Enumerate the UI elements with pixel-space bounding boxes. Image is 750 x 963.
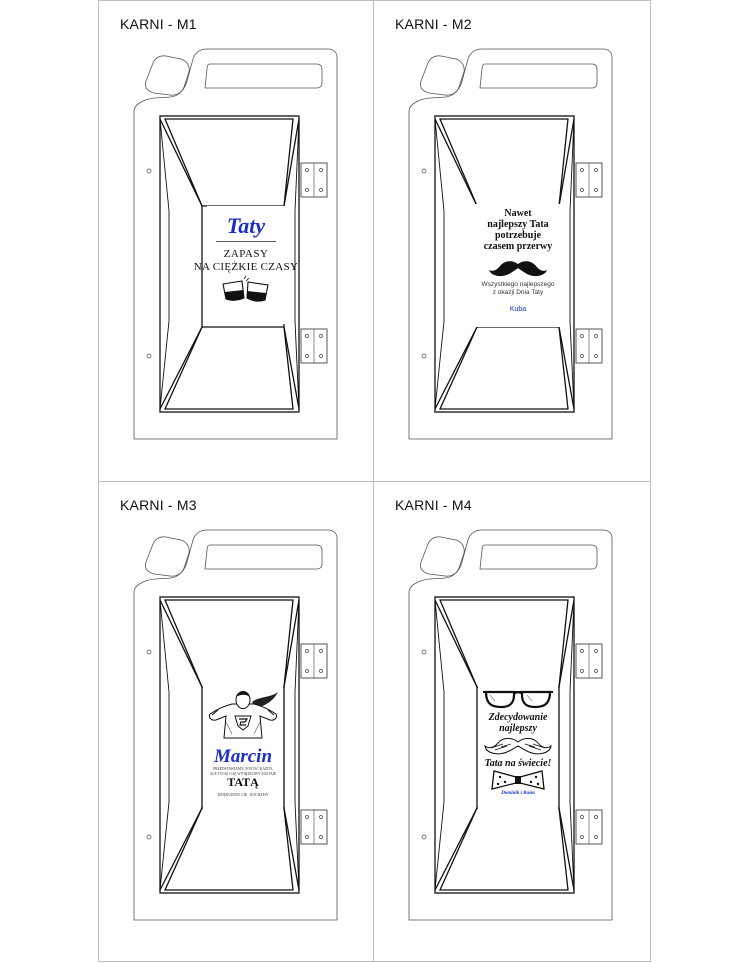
panel-left-edge (435, 600, 444, 890)
canister-handle (205, 545, 322, 569)
label-name: Marcin (213, 746, 273, 767)
panel-top-face (440, 119, 568, 206)
superhero-icon (204, 688, 282, 746)
canister-handle (480, 64, 597, 88)
label-text-2: Tata na świecie! (484, 758, 552, 769)
panel-top-face (165, 600, 293, 687)
canister-handle (480, 545, 597, 569)
label-panel (478, 686, 558, 814)
design-code: KARNI - M2 (395, 16, 472, 32)
clinking-glasses-icon (220, 278, 272, 308)
label-footer: DZIĘKUJEMY CIĘ · KOCHAMY (217, 793, 269, 797)
mount-hole (422, 169, 426, 173)
canister-handle (205, 64, 322, 88)
label-panel (475, 204, 561, 327)
design-card-m3 (98, 481, 373, 962)
canister-cap (420, 56, 464, 95)
bow-tie-icon (490, 770, 546, 790)
panel-left-edge (160, 119, 169, 409)
label-name: Kuba (509, 306, 527, 313)
design-code: KARNI - M4 (395, 497, 472, 513)
label-panel (193, 206, 299, 324)
label-title: TATĄ (227, 775, 259, 789)
design-card-m1 (98, 0, 373, 481)
canister-cap (145, 56, 189, 95)
label-panel (203, 686, 283, 811)
mount-hole (422, 354, 426, 358)
mustache-icon (483, 736, 553, 756)
canister-cap (420, 537, 464, 576)
panel-left-edge (435, 119, 444, 409)
panel-top-face (440, 600, 568, 687)
panel-left-face (435, 119, 477, 409)
glasses-icon (481, 687, 555, 709)
label-name: Dominik i Basia (501, 791, 535, 796)
panel-bottom-face (165, 808, 293, 890)
label-title: Taty (226, 213, 266, 238)
panel-left-face (160, 600, 202, 890)
mount-hole (147, 835, 151, 839)
panel-top-face (165, 119, 293, 206)
mustache-icon (487, 258, 549, 278)
canister-cap (145, 537, 189, 576)
label-line-1: ZAPASY (223, 248, 269, 260)
label-line-2: NA CIĘŻKIE CZASY (193, 261, 299, 273)
panel-bottom-face (440, 327, 568, 409)
mount-hole (147, 169, 151, 173)
design-card-m2 (373, 0, 651, 481)
panel-bottom-face (440, 808, 568, 890)
design-card-m4 (373, 481, 651, 962)
panel-bottom-face (165, 327, 293, 409)
label-small-text: PRZEDSTAWIAMY: ZOSTAĆ KAŻDY, ALE TYLKO CIĘ WYJĄTKOWY ZOSTAJE (209, 767, 277, 776)
mount-hole (422, 835, 426, 839)
divider (216, 241, 276, 242)
mount-hole (147, 650, 151, 654)
label-text-1: Zdecydowanie najlepszy (488, 712, 548, 734)
mount-hole (147, 354, 151, 358)
design-code: KARNI - M3 (120, 497, 197, 513)
label-subtitle: Wszystkiego najlepszego z okazji Dnia Taty (481, 281, 555, 296)
panel-left-face (435, 600, 477, 890)
design-code: KARNI - M1 (120, 16, 197, 32)
label-title: Nawet najlepszy Tata potrzebuje czasem przerwy (483, 208, 553, 252)
panel-left-edge (160, 600, 169, 890)
mount-hole (422, 650, 426, 654)
